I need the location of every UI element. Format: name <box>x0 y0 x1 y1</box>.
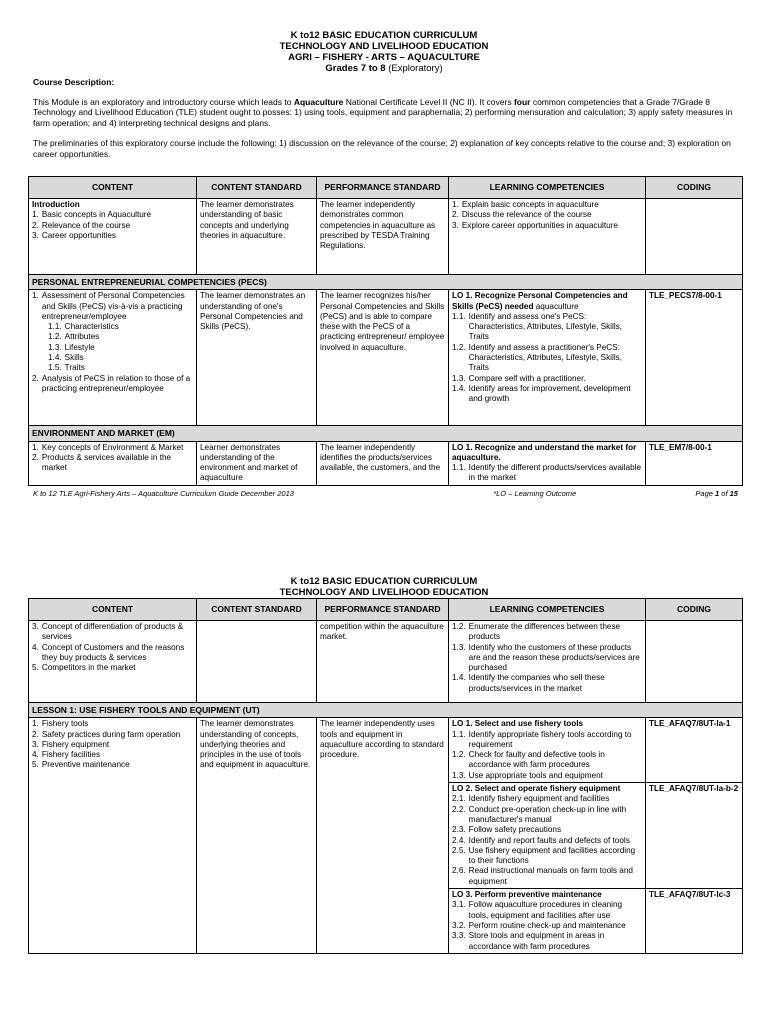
coding-cell: TLE_AFAQ7/8UT-Ia-b-2 <box>646 783 743 889</box>
coding-cell: TLE_AFAQ7/8UT-Ia-1 <box>646 718 743 783</box>
header-line: K to12 BASIC EDUCATION CURRICULUM <box>290 30 478 41</box>
header-line: TECHNOLOGY AND LIVELIHOOD EDUCATION <box>279 587 489 598</box>
curriculum-table-page-1 <box>28 176 743 486</box>
learning-outcome: LO 1. Recognize and understand the market for aquaculture. <box>452 442 637 462</box>
content-standard-cell: The learner demonstrates understanding of basic concepts and underlying theories in aquaculture. <box>197 199 317 275</box>
list-item: 5. Competitors in the market <box>32 663 136 673</box>
list-item: 1.1. Characteristics <box>48 322 119 332</box>
performance-standard-cell: The learner independently identifies the products/services available, the customers, and the <box>317 441 449 485</box>
column-header-content: CONTENT <box>29 177 197 199</box>
section-title: LESSON 1: USE FISHERY TOOLS AND EQUIPMENT (UT) <box>29 703 743 718</box>
content-standard-cell: Learner demonstrates understanding of the environment and market of aquaculture <box>197 441 317 485</box>
column-header-content-standard: CONTENT STANDARD <box>197 599 317 621</box>
competencies-cell <box>449 290 646 426</box>
learning-outcome: LO 1. Select and use fishery tools <box>452 719 584 729</box>
list-item: 1.5. Traits <box>48 363 85 373</box>
column-header-learning-competencies: LEARNING COMPETENCIES <box>449 177 646 199</box>
list-item: 1.3. Use appropriate tools and equipment <box>452 770 603 780</box>
curriculum-header <box>0 576 768 598</box>
preliminaries-paragraph: The preliminaries of this exploratory course include the following: 1) discussion on the relevance of the course; 2) explanation of key concepts relative to the course and; 3) exploration on career opportunities. <box>33 138 731 159</box>
list-item: 1.2. Attributes <box>48 332 100 342</box>
header-line: K to12 BASIC EDUCATION CURRICULUM <box>290 576 478 587</box>
section-row <box>29 275 743 290</box>
text-run: four <box>513 96 531 107</box>
content-cell <box>29 441 197 485</box>
section-row <box>29 703 743 718</box>
list-item: 4. Concept of Customers and the reasons they buy products & services <box>32 642 185 662</box>
text-run: This Module is an exploratory and introductory course which leads to <box>33 96 294 107</box>
list-item: 1.4. Identify areas for improvement, development and growth <box>452 383 631 404</box>
list-item: 4. Fishery facilities <box>32 750 101 760</box>
list-item: 1.1. Identify the different products/services available in the market <box>452 463 642 483</box>
column-header-coding: CODING <box>646 177 743 199</box>
list-item: 1.4. Identify the companies who sell these products/services in the market <box>452 673 605 693</box>
competencies-cell <box>449 621 646 703</box>
coding-cell: TLE_PECS7/8-00-1 <box>646 290 743 426</box>
list-item: 1.2. Check for faulty and defective tools in accordance with farm procedures <box>452 750 605 770</box>
list-item: 1. Key concepts of Environment & Market <box>32 442 184 452</box>
coding-cell <box>646 199 743 275</box>
list-item: 1.3. Lifestyle <box>48 342 95 352</box>
page-1 <box>0 30 768 74</box>
list-item: 3. Explore career opportunities in aquaculture <box>452 220 618 230</box>
intro-title: Introduction <box>32 200 80 209</box>
header-line: AGRI – FISHERY - ARTS – AQUACULTURE <box>288 52 480 63</box>
performance-standard-cell: The learner recognizes his/her Personal Competencies and Skills (PeCS) and is able to compare these with the PeCS of a practicing entrepreneur/ employee involved in aquaculture. <box>317 290 449 426</box>
learning-outcome: LO 2. Select and operate fishery equipment <box>452 784 621 794</box>
list-item: 1.2. Enumerate the differences between these products <box>452 622 621 642</box>
header-line: TECHNOLOGY AND LIVELIHOOD EDUCATION <box>279 41 489 52</box>
coding-cell <box>646 621 743 703</box>
list-item: 1.4. Skills <box>48 353 84 363</box>
footer-guide-title: K to 12 TLE Agri-Fishery Arts – Aquaculture Curriculum Guide December 2013 <box>33 489 294 498</box>
text-run: National Certificate Level II (NC II). It covers <box>343 96 514 107</box>
curriculum-table-page-2 <box>28 598 743 954</box>
list-item: 1.2. Identify and assess a practitioner's PeCS: Characteristics, Attributes, Lifestyle, Skills, Traits <box>452 342 623 373</box>
list-item: 2. Safety practices during farm operation <box>32 729 181 739</box>
list-item: 1. Explain basic concepts in aquaculture <box>452 200 599 209</box>
list-item: 2. Analysis of PeCS in relation to those of a practicing entrepreneur/employee <box>32 373 191 393</box>
coding-cell: TLE_AFAQ7/8UT-Ic-3 <box>646 889 743 954</box>
footer-note: *LO – Learning Outcome <box>493 489 577 498</box>
list-item: 3.2. Perform routine check-up and maintenance <box>452 920 626 930</box>
course-description <box>33 77 738 159</box>
course-description-paragraph <box>33 97 738 129</box>
list-item: 2.3. Follow safety precautions <box>452 825 562 835</box>
text-run: Aquaculture <box>293 96 344 107</box>
list-item: 1.1. Identify and assess one's PeCS: Characteristics, Attributes, Lifestyle, Skills, Traits <box>452 311 623 342</box>
text-run: common competencies that a Grade 7/Grade 8 Technology and Livelihood Education (TLE) student ought to posses: 1) using tools, equipment and paraphernalia; 2) performing mensuration and calculation; 3) apply safety measures in farm operation; and 4) interpreting technical designs and plans. <box>33 96 733 128</box>
table-row <box>29 441 743 485</box>
list-item: 2. Discuss the relevance of the course <box>452 210 592 220</box>
list-item: 2. Products & services available in the market <box>32 452 172 473</box>
column-header-performance-standard: PERFORMANCE STANDARD <box>317 599 449 621</box>
list-item: 2.6. Read instructional manuals on farm tools and equipment <box>452 866 633 886</box>
list-item: 1. Basic concepts in Aquaculture <box>32 210 152 220</box>
competencies-cell <box>449 718 646 783</box>
list-item: 2.5. Use fishery equipment and facilities according to their functions <box>452 845 636 866</box>
content-standard-cell: The learner demonstrates an understanding of one's Personal Competencies and Skills (PeCS). <box>197 290 317 426</box>
list-item: 3.1. Follow aquaculture procedures in cleaning tools, equipment and facilities after use <box>452 900 623 920</box>
learning-outcome: LO 1. Recognize Personal Competencies and Skills (PeCS) needed aquaculture <box>452 291 628 311</box>
content-cell <box>29 621 197 703</box>
column-header-content: CONTENT <box>29 599 197 621</box>
column-header-performance-standard: PERFORMANCE STANDARD <box>317 177 449 199</box>
performance-standard-cell: competition within the aquaculture market. <box>317 621 449 703</box>
list-item: 1. Fishery tools <box>32 719 89 729</box>
list-item: 1. Assessment of Personal Competencies and Skills (PeCS) vis-à-vis a practicing entrepreneur/employee <box>32 291 185 321</box>
table-row <box>29 290 743 426</box>
content-cell <box>29 290 197 426</box>
section-row <box>29 426 743 441</box>
list-item: 2. Relevance of the course <box>32 220 131 230</box>
learning-outcome: LO 3. Perform preventive maintenance <box>452 890 602 900</box>
competencies-cell <box>449 889 646 954</box>
table-row <box>29 199 743 275</box>
section-title: PERSONAL ENTREPRENEURIAL COMPETENCIES (PECS) <box>29 275 743 290</box>
list-item: 2.2. Conduct pre-operation check-up in line with manufacturer's manual <box>452 804 627 824</box>
list-item: 5. Preventive maintenance <box>32 760 130 770</box>
curriculum-header <box>0 30 768 74</box>
content-cell <box>29 718 197 954</box>
content-standard-cell: The learner demonstrates understanding of concepts, underlying theories and principles in the use of tools and equipment in aquaculture. <box>197 718 317 954</box>
table-row <box>29 718 743 783</box>
grades-bold: Grades 7 to 8 <box>325 63 386 74</box>
list-item: 3.3. Store tools and equipment in areas in accordance with farm procedures <box>452 931 605 951</box>
list-item: 1.3. Compare self with a practitioner. <box>452 373 586 383</box>
column-header-content-standard: CONTENT STANDARD <box>197 177 317 199</box>
competencies-cell <box>449 199 646 275</box>
content-cell <box>29 199 197 275</box>
page-2 <box>0 576 768 598</box>
list-item: 1.1. Identify appropriate fishery tools according to requirement <box>452 729 632 749</box>
course-description-label: Course Description: <box>33 77 115 87</box>
performance-standard-cell: The learner independently demonstrates common competencies in aquaculture as prescribed by TESDA Training Regulations. <box>317 199 449 275</box>
list-item: 3. Concept of differentiation of products & services <box>32 622 184 642</box>
section-title: ENVIRONMENT AND MARKET (EM) <box>29 426 743 441</box>
list-item: 3. Career opportunities <box>32 230 117 240</box>
column-header-coding: CODING <box>646 599 743 621</box>
page-footer <box>33 489 738 498</box>
content-standard-cell <box>197 621 317 703</box>
list-item: 2.1. Identify fishery equipment and facilities <box>452 794 610 804</box>
column-header-learning-competencies: LEARNING COMPETENCIES <box>449 599 646 621</box>
list-item: 1.3. Identify who the customers of these products are and the reason these products/services are purchased <box>452 642 640 673</box>
competencies-cell <box>449 441 646 485</box>
grade-line <box>0 63 768 74</box>
page-number: Page 1 of 15 <box>695 489 738 498</box>
list-item: 3. Fishery equipment <box>32 739 110 749</box>
competencies-cell <box>449 783 646 889</box>
grades-note: (Exploratory) <box>385 63 443 74</box>
table-row <box>29 621 743 703</box>
coding-cell: TLE_EM7/8-00-1 <box>646 441 743 485</box>
performance-standard-cell: The learner independently uses tools and equipment in aquaculture according to standard procedure. <box>317 718 449 954</box>
list-item: 2.4. Identify and report faults and defects of tools <box>452 835 630 845</box>
